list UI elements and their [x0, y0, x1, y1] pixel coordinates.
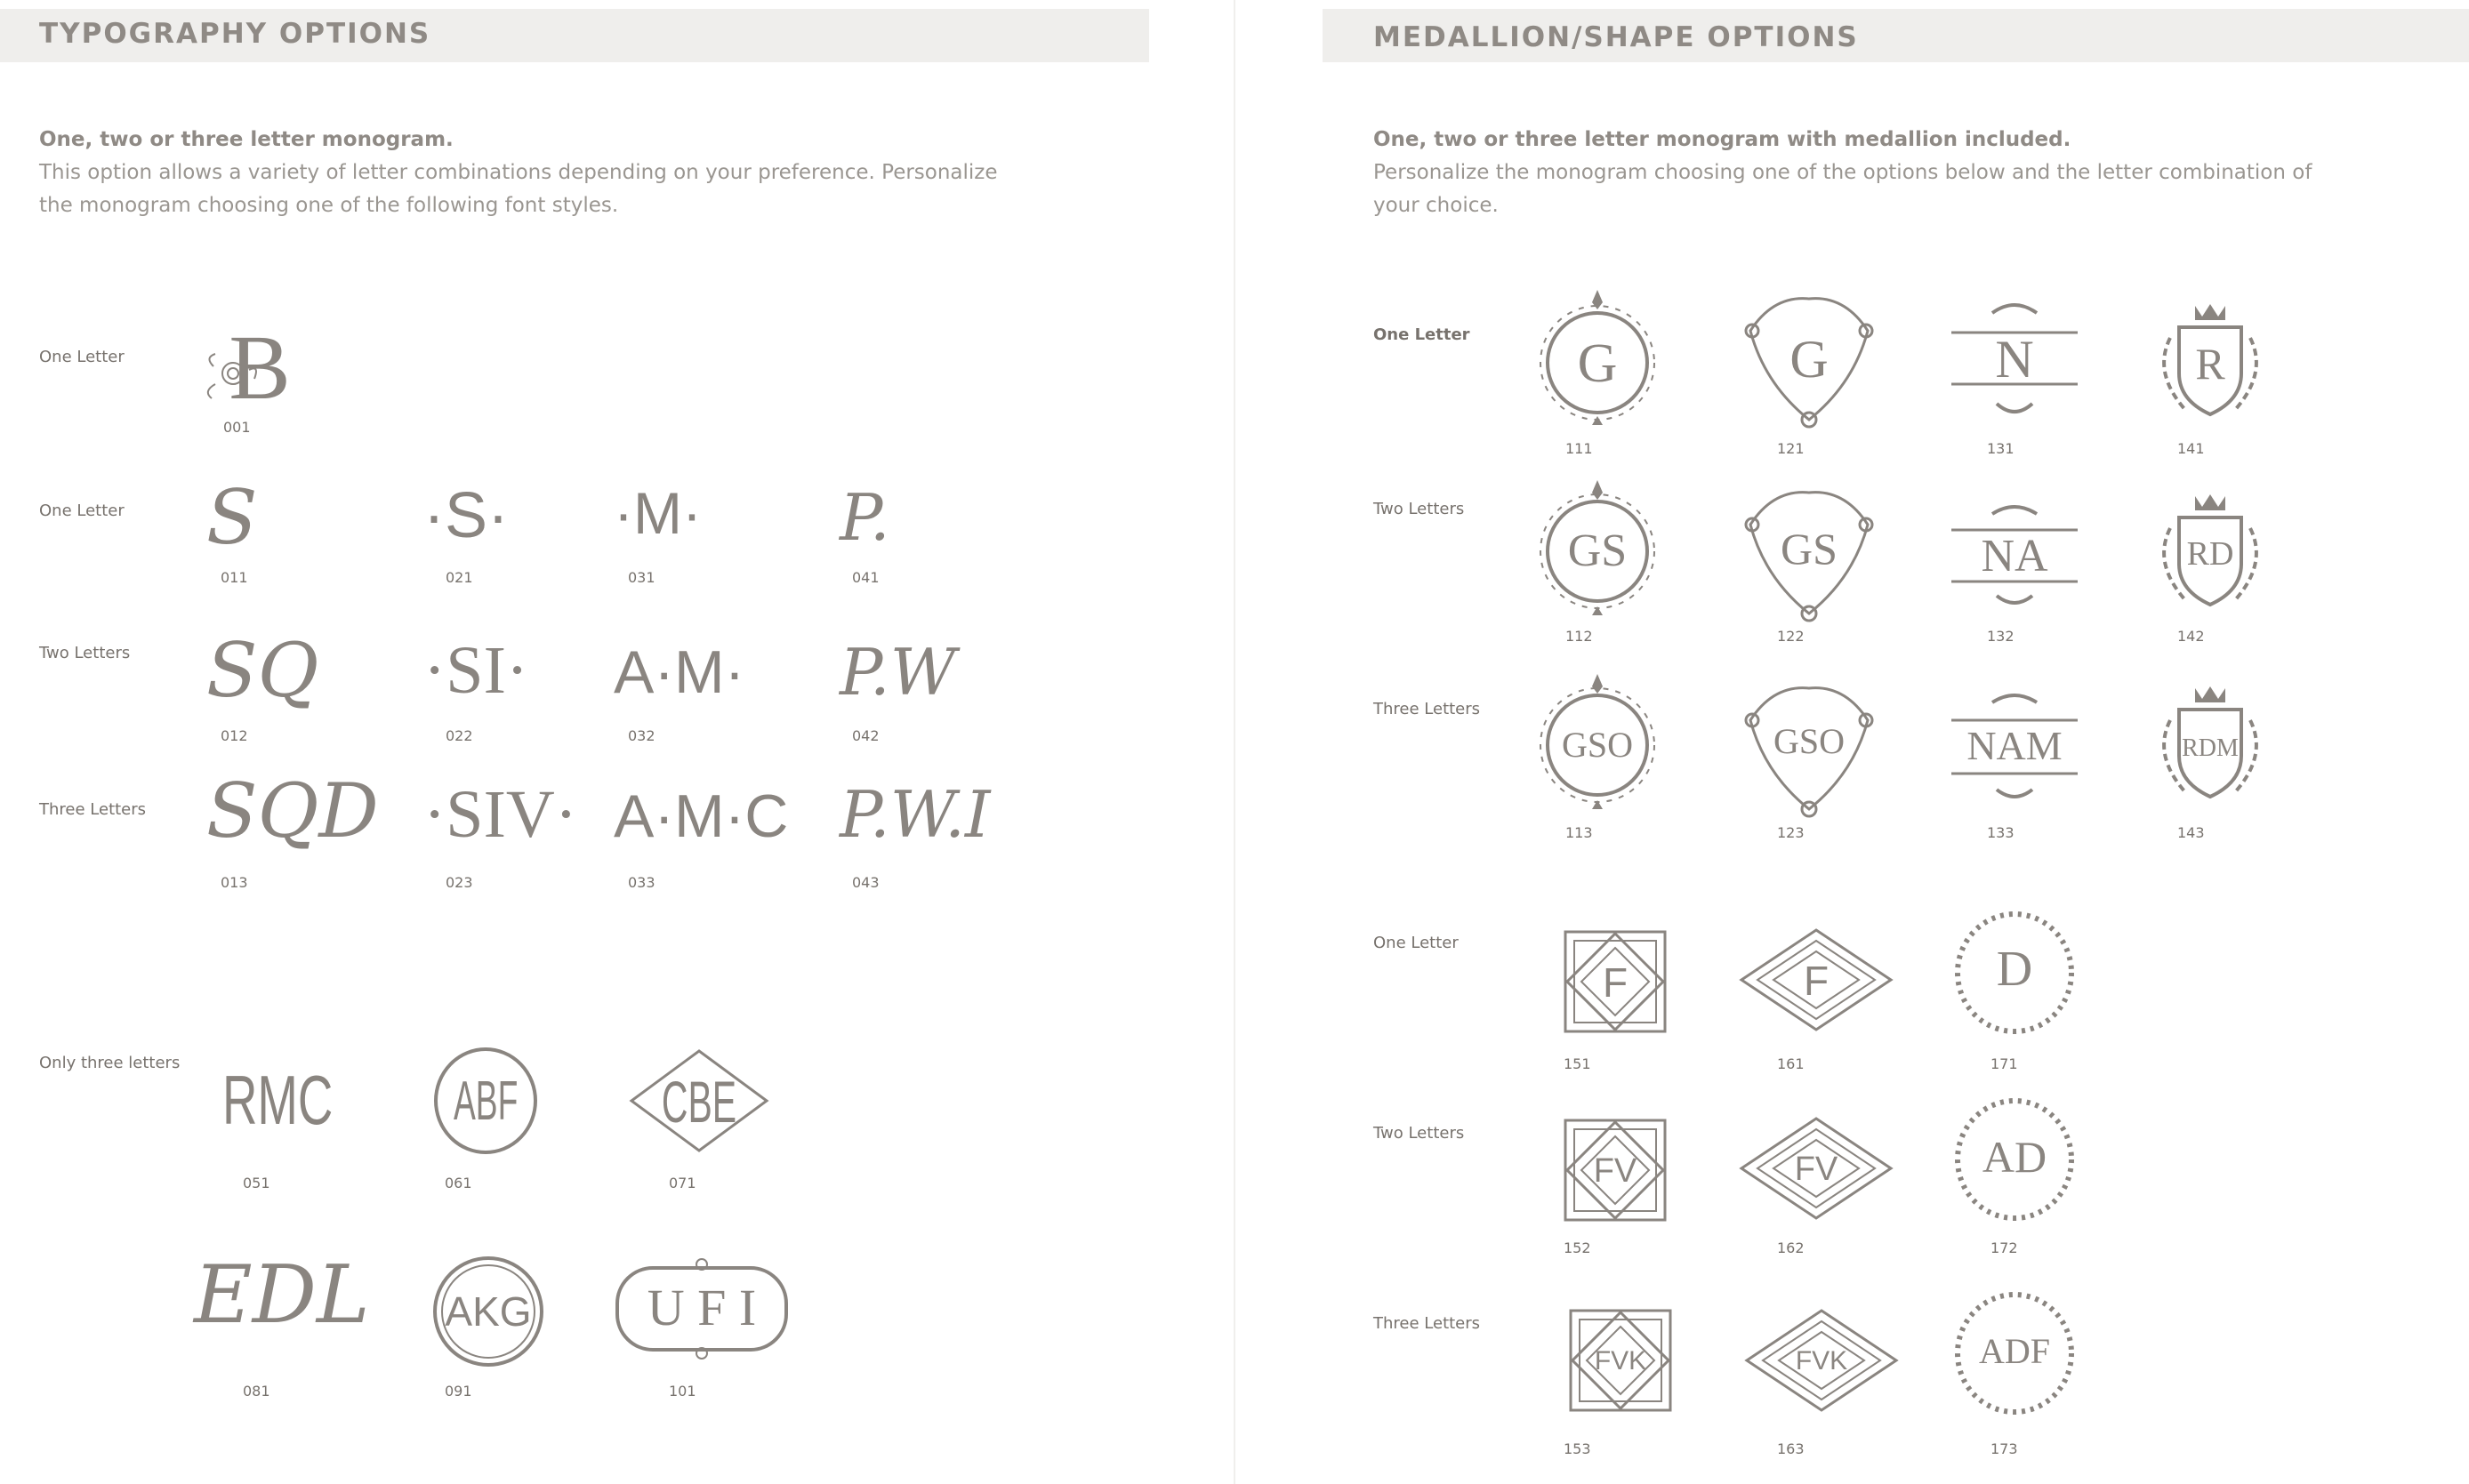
shape-151: F	[1602, 959, 1629, 1006]
monogram-022: ·SI·	[423, 633, 529, 708]
monogram-031: ·M·	[614, 480, 702, 546]
monogram-023: ·SIV·	[423, 777, 578, 852]
code-121: 121	[1777, 440, 1805, 457]
typography-intro-line2: the monogram choosing one of the following font styles.	[39, 194, 619, 217]
wide-diamond-frame-icon	[1738, 926, 1894, 1033]
code-172: 172	[1990, 1239, 2018, 1256]
code-131: 131	[1987, 440, 2015, 457]
code-071: 071	[669, 1175, 696, 1191]
medallion-intro	[1373, 124, 2441, 222]
square-diamond-frame-icon	[1567, 1307, 1674, 1414]
shape-label-two-letters: Two Letters	[1373, 1124, 1465, 1143]
laurel-wreath-icon	[1953, 910, 2076, 1035]
monogram-013: SQD	[206, 767, 379, 854]
monogram-042: P.W	[840, 635, 956, 710]
code-013: 013	[221, 874, 248, 891]
code-171: 171	[1990, 1055, 2018, 1072]
typography-intro	[39, 124, 1106, 222]
shape-172: AD	[1982, 1132, 2047, 1182]
medallion-intro-lead: One, two or three letter monogram with medallion included.	[1373, 128, 2071, 151]
code-041: 041	[852, 569, 880, 586]
medallion-111: G	[1577, 333, 1618, 394]
medallion-122: GS	[1781, 524, 1838, 574]
monogram-012: SQ	[206, 627, 319, 714]
rose-monogram-icon	[196, 317, 291, 420]
code-033: 033	[628, 874, 655, 891]
code-023: 023	[446, 874, 473, 891]
shape-173: ADF	[1978, 1331, 2051, 1371]
cartouche-monogram-icon	[610, 1255, 793, 1362]
code-162: 162	[1777, 1239, 1805, 1256]
medallion-131: N	[1995, 330, 2034, 389]
monogram-091: AKG	[445, 1288, 532, 1335]
code-112: 112	[1565, 628, 1593, 645]
medallion-143: RDM	[2182, 734, 2239, 762]
code-133: 133	[1987, 824, 2015, 841]
monogram-021: ·S·	[423, 480, 509, 551]
monogram-101: U F I	[647, 1279, 757, 1336]
medallion-intro-line2: your choice.	[1373, 194, 1499, 217]
medallion-112: GS	[1567, 525, 1628, 576]
row-label-one-letter: One Letter	[39, 501, 125, 520]
medallion-132: NA	[1981, 531, 2048, 582]
ornate-circle-medallion-icon	[1533, 286, 1661, 429]
circle-monogram-icon	[432, 1047, 539, 1154]
code-081: 081	[243, 1383, 270, 1400]
code-153: 153	[1564, 1440, 1591, 1457]
row-label-three-letters: Three Letters	[39, 800, 147, 819]
laurel-wreath-icon	[1953, 1291, 2076, 1416]
scroll-frame-medallion-icon	[1738, 286, 1880, 429]
code-161: 161	[1777, 1055, 1805, 1072]
page-divider	[1234, 0, 1235, 1484]
flourish-bars-medallion-icon	[1948, 500, 2081, 610]
code-043: 043	[852, 874, 880, 891]
wide-diamond-frame-icon	[1743, 1307, 1900, 1414]
code-111: 111	[1565, 440, 1593, 457]
medallion-intro-line1: Personalize the monogram choosing one of the options below and the letter combination of	[1373, 161, 2312, 184]
monogram-041: P.	[840, 480, 890, 555]
scroll-frame-medallion-icon	[1738, 676, 1880, 818]
code-163: 163	[1777, 1440, 1805, 1457]
code-152: 152	[1564, 1239, 1591, 1256]
ring-monogram-icon	[432, 1255, 544, 1368]
code-001: 001	[223, 419, 251, 436]
code-101: 101	[669, 1383, 696, 1400]
monogram-032: A·M·	[614, 638, 745, 706]
laurel-wreath-icon	[1953, 1097, 2076, 1222]
medallion-142: RD	[2186, 535, 2234, 573]
shape-161: F	[1803, 958, 1830, 1004]
medallion-123: GSO	[1773, 721, 1846, 761]
typography-intro-lead: One, two or three letter monogram.	[39, 128, 454, 151]
monogram-051: RMC	[222, 1061, 334, 1139]
shape-171: D	[1996, 942, 2033, 997]
code-051: 051	[243, 1175, 270, 1191]
medallion-113: GSO	[1561, 725, 1634, 765]
medallion-title: MEDALLION/SHAPE OPTIONS	[1373, 21, 1859, 53]
diamond-monogram-icon	[628, 1047, 770, 1154]
code-021: 021	[446, 569, 473, 586]
row-label-only-three-letters: Only three letters	[39, 1054, 181, 1072]
code-143: 143	[2177, 824, 2205, 841]
monogram-061: ABF	[454, 1071, 519, 1132]
monogram-071: CBE	[661, 1069, 737, 1135]
ornate-circle-medallion-icon	[1533, 670, 1661, 813]
code-042: 042	[852, 727, 880, 744]
code-022: 022	[446, 727, 473, 744]
shape-label-three-letters: Three Letters	[1373, 1314, 1481, 1333]
monogram-033: A·M·C	[614, 782, 789, 850]
flourish-bars-medallion-icon	[1948, 688, 2081, 804]
scroll-frame-medallion-icon	[1738, 480, 1880, 622]
crest-shield-medallion-icon	[2143, 302, 2277, 420]
medallion-141: R	[2195, 339, 2225, 389]
typography-title: TYPOGRAPHY OPTIONS	[39, 18, 431, 50]
rose-monogram-letter: B	[229, 317, 291, 419]
code-031: 031	[628, 569, 655, 586]
flourish-bars-medallion-icon	[1948, 297, 2081, 420]
ornate-circle-medallion-icon	[1533, 477, 1661, 619]
monogram-081: EDL	[194, 1248, 370, 1342]
code-091: 091	[445, 1383, 472, 1400]
medallion-label-two-letters: Two Letters	[1373, 500, 1465, 518]
typography-intro-line1: This option allows a variety of letter combinations depending on your preference. Personalize	[39, 161, 998, 184]
code-122: 122	[1777, 628, 1805, 645]
code-012: 012	[221, 727, 248, 744]
code-061: 061	[445, 1175, 472, 1191]
code-141: 141	[2177, 440, 2205, 457]
code-123: 123	[1777, 824, 1805, 841]
crest-shield-medallion-icon	[2143, 493, 2277, 610]
square-diamond-frame-icon	[1562, 1117, 1669, 1223]
code-132: 132	[1987, 628, 2015, 645]
row-label-one-letter-rose: One Letter	[39, 348, 125, 366]
code-173: 173	[1990, 1440, 2018, 1457]
code-011: 011	[221, 569, 248, 586]
row-label-two-letters: Two Letters	[39, 644, 131, 662]
medallion-label-one-letter: One Letter	[1373, 325, 1470, 344]
monogram-043: P.W.I	[840, 777, 991, 852]
shape-163: FVK	[1795, 1346, 1848, 1376]
shape-153: FVK	[1594, 1346, 1647, 1376]
square-diamond-frame-icon	[1562, 928, 1669, 1035]
code-032: 032	[628, 727, 655, 744]
wide-diamond-frame-icon	[1738, 1115, 1894, 1222]
medallion-121: G	[1789, 330, 1829, 389]
shape-152: FV	[1593, 1152, 1637, 1190]
shape-162: FV	[1794, 1151, 1838, 1188]
crest-shield-medallion-icon	[2143, 685, 2277, 802]
code-113: 113	[1565, 824, 1593, 841]
code-151: 151	[1564, 1055, 1591, 1072]
medallion-label-three-letters: Three Letters	[1373, 700, 1481, 718]
medallion-133: NAM	[1966, 723, 2063, 768]
monogram-011: S	[206, 474, 258, 561]
shape-label-one-letter: One Letter	[1373, 934, 1459, 952]
code-142: 142	[2177, 628, 2205, 645]
